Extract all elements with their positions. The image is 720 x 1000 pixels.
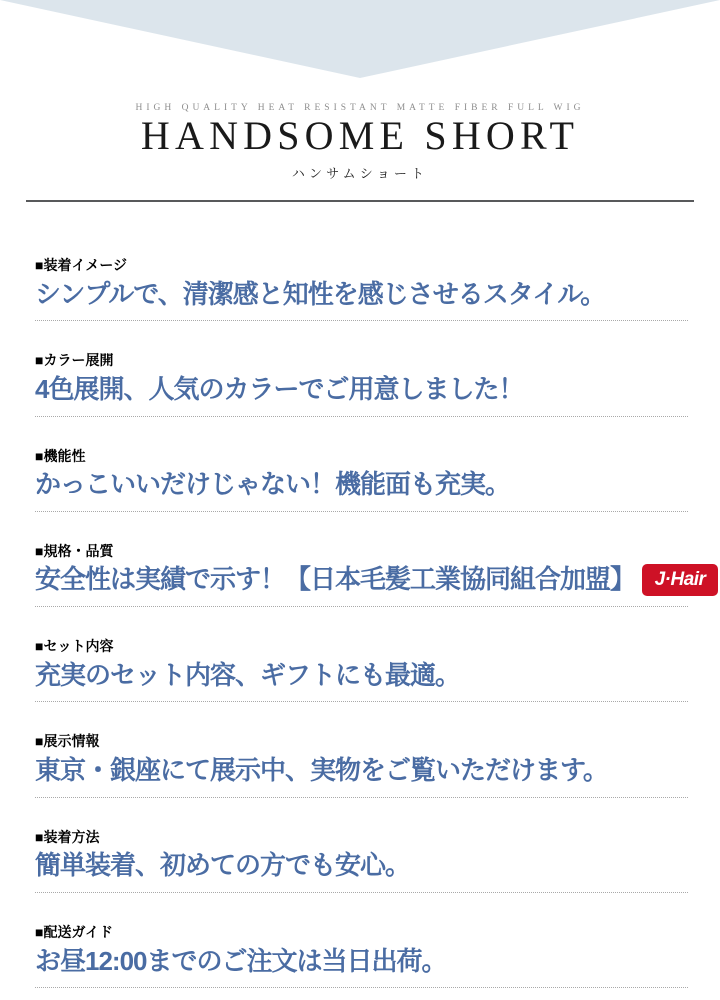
header-caption: HIGH QUALITY HEAT RESISTANT MATTE FIBER FULL WIG [135,103,585,113]
section-headline: 簡単装着、初めての方でも安心。 [35,850,411,881]
dotted-divider [35,987,688,988]
section-label: ■セット内容 [35,638,114,655]
section-headline: かっこいいだけじゃない！機能面も充実。 [35,469,511,500]
section-headline: お昼12:00までのご注文は当日出荷。 [35,945,447,976]
dotted-divider [35,511,688,512]
section-functionality [35,448,688,512]
dotted-divider [35,892,688,893]
section-label: ■規格・品質 [35,542,114,559]
section-headline: 4色展開、人気のカラーでご用意しました！ [35,373,524,404]
section-label: ■機能性 [35,447,86,464]
section-label: ■配送ガイド [35,924,114,941]
section-showroom-info [35,733,688,797]
section-quality-standard [35,542,706,607]
section-wearing-image [35,257,688,321]
page-subtitle: ハンサムショート [291,166,429,181]
top-chevron-decoration [0,0,720,78]
section-label: ■展示情報 [35,733,100,750]
section-label: ■カラー展開 [35,352,114,369]
jhair-logo-badge: J·Hair [642,564,718,596]
section-shipping-guide [35,924,688,988]
section-color-lineup [35,352,688,416]
section-set-contents [35,638,688,702]
dotted-divider [35,797,688,798]
section-label: ■装着イメージ [35,257,128,273]
dotted-divider [35,701,688,702]
section-headline: 安全性は実績で示す！【日本毛髪工業協同組合加盟】 [35,564,636,595]
header-divider [26,200,694,202]
section-how-to-wear [35,829,688,893]
dotted-divider [35,320,688,321]
section-headline: 充実のセット内容、ギフトにも最適。 [35,659,461,690]
section-label: ■装着方法 [35,828,100,845]
section-headline: 東京・銀座にて展示中、実物をご覧いただけます。 [35,754,608,785]
section-headline: シンプルで、清潔感と知性を感じさせるスタイル。 [35,278,606,309]
dotted-divider [35,416,688,417]
brand-header [0,103,720,202]
feature-sections [35,257,706,988]
page-title: HANDSOME SHORT [140,113,580,158]
dotted-divider [35,606,688,607]
